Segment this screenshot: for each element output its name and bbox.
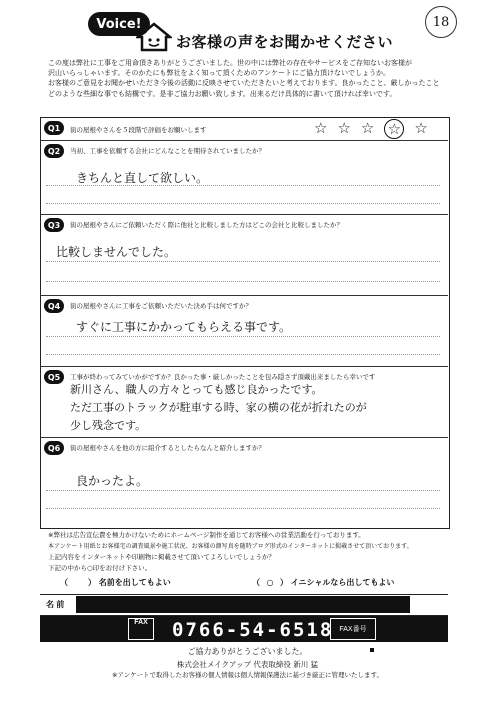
dotted-line — [46, 281, 440, 282]
star-icon-selected[interactable]: ☆ — [384, 119, 404, 139]
page-number: 18 — [425, 6, 457, 38]
house-icon — [136, 22, 172, 52]
question-text: 街の屋根やさんを５段階で評価をお願いします — [70, 126, 207, 134]
dotted-line — [46, 490, 440, 491]
note-line: 上記内容をインターネットや印刷物に掲載させて頂いてよろしいでしょうか？ — [48, 553, 275, 561]
star-icon[interactable]: ☆ — [337, 119, 351, 137]
rating-stars[interactable] — [314, 119, 428, 139]
question-label: Q5 — [44, 370, 64, 384]
intro-line: お客様のご意見をお聞かせいただき今後の活動に反映させていただきたいと考えております。良かったこと、厳しかったこと — [48, 79, 440, 88]
question-q2 — [40, 141, 448, 215]
dotted-line — [46, 261, 440, 262]
question-text: 街の屋根やさんにご依頼いただく際に他社と比較しました方はどこの会社と比較しましたか？ — [70, 221, 343, 229]
choice-initials-ok[interactable]: （ ○ ） イニシャルなら出してもよい — [252, 578, 395, 587]
dot-mark — [370, 648, 374, 652]
answer-text: 少し残念です。 — [70, 419, 147, 432]
publish-choice-row — [40, 575, 448, 591]
choice-mark: ○ — [266, 578, 274, 587]
intro-line: この度は弊社に工事をご用命頂きありがとうございました。世の中には弊社の存在やサービスをご存知ないお客様が — [48, 59, 412, 67]
name-redaction — [76, 596, 410, 613]
fax-free-badge: FAX番号 — [330, 618, 376, 640]
answer-text: きちんと直して欲しい。 — [76, 171, 209, 185]
fax-label: FAX — [128, 618, 154, 640]
question-label: Q4 — [44, 299, 64, 313]
question-q4 — [40, 296, 448, 367]
choice-label: 名前を出してもよい — [98, 578, 171, 587]
question-text: 街の屋根やさんに工事をご依頼いただいた決め手は何ですか？ — [70, 302, 252, 310]
question-q3 — [40, 215, 448, 296]
star-icon[interactable]: ☆ — [360, 119, 375, 137]
intro-text — [48, 58, 458, 99]
note-line: ※弊社は広告宣伝費を極力かけないためにホームページ制作を通じてお客様への営業活動を行っております。 — [48, 531, 365, 539]
question-label: Q2 — [44, 144, 64, 158]
page-title: お客様の声をお聞かせください — [176, 33, 394, 51]
dotted-line — [46, 508, 440, 509]
choice-name-ok[interactable]: （ ） 名前を出してもよい — [60, 578, 171, 587]
disclaimer-text: ※アンケートで取得したお客様の個人情報は個人情報保護法に基づき厳正に管理いたします。 — [111, 671, 384, 679]
answer-text: 比較しませんでした。 — [56, 245, 177, 259]
question-q5 — [40, 367, 448, 438]
star-icon[interactable]: ☆ — [314, 119, 328, 137]
dotted-line — [46, 203, 440, 204]
question-q1 — [40, 118, 448, 141]
question-q6 — [40, 438, 448, 526]
answer-text: ただ工事のトラックが駐車する時、家の横の花が折れたのが — [70, 401, 367, 414]
fax-number: 0766-54-6518 — [172, 619, 334, 641]
thanks-text: ご協力ありがとうございました。 — [187, 647, 308, 656]
star-icon[interactable]: ☆ — [414, 119, 428, 137]
answer-text: すぐに工事にかかってもらえる事です。 — [76, 320, 292, 334]
intro-line: 沢山いらっしゃいます。そのかたにも弊社をよく知って頂くためのアンケートにご協力頂けないでしょうか。 — [48, 69, 391, 78]
choice-label: イニシャルなら出してもよい — [290, 578, 395, 587]
answer-text: 良かったよ。 — [76, 474, 149, 488]
question-text: 街の屋根やさんを他の方に紹介するとしたらなんと紹介しますか？ — [70, 444, 265, 452]
answer-text: 新川さん、職人の方々とっても感じ良かったです。 — [70, 383, 323, 396]
question-text: 工事が終わってみていかがですか？良かった事・厳しかったことを包み隠さず頂戴出来ましたら幸いです — [70, 373, 376, 381]
note-line: 下記の中から○印をお付け下さい。 — [48, 564, 152, 572]
question-label: Q3 — [44, 218, 64, 232]
question-text: 当初、工事を依頼する会社にどんなことを期待されていましたか？ — [70, 147, 265, 155]
question-label: Q1 — [44, 121, 64, 135]
dotted-line — [46, 185, 440, 186]
dotted-line — [46, 354, 440, 355]
dotted-line — [46, 336, 440, 337]
intro-line: どのような些細な事でも結構です。是非ご協力お願い致します。出来るだけ具体的に書いて頂ければ幸いです。 — [48, 89, 397, 98]
company-text: 株式会社メイクアップ 代表取締役 新川 猛 — [176, 660, 319, 669]
question-label: Q6 — [44, 441, 64, 455]
name-label: 名 前 — [46, 600, 65, 609]
note-line: 本アンケート用紙とお客様宅の調査風景や施工状況、お客様の顔写真を随時ブログ形式のインターネットに掲載させて頂いております。 — [48, 543, 413, 550]
voice-badge: Voice! — [88, 12, 150, 36]
